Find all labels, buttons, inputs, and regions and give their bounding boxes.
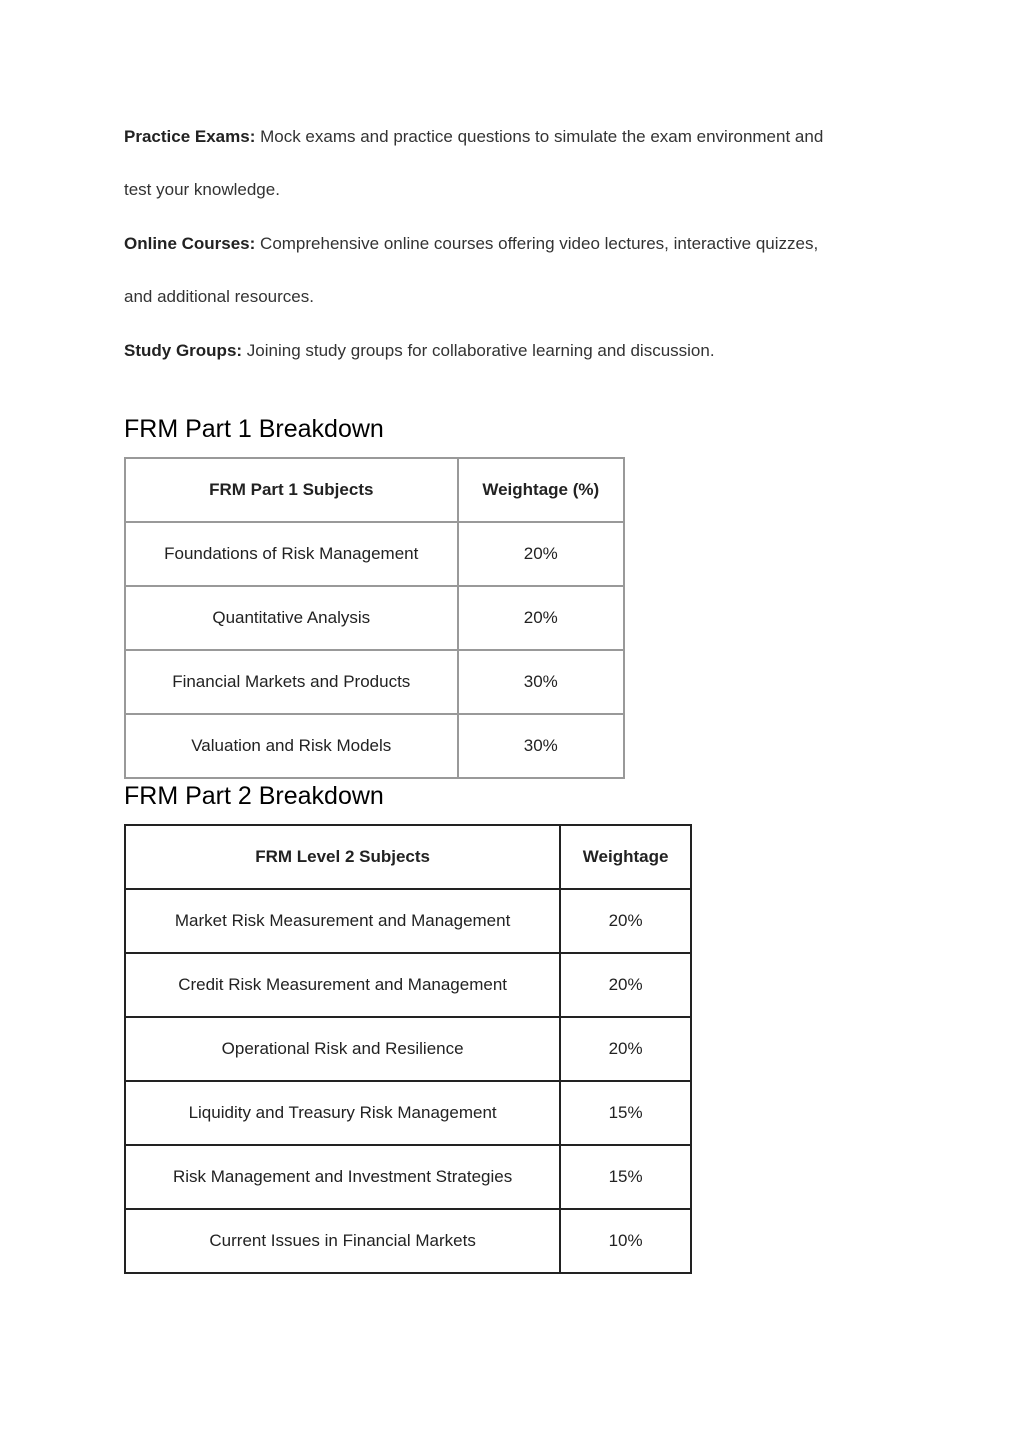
weightage-cell: 30% xyxy=(458,714,625,778)
weightage-cell: 20% xyxy=(458,586,625,650)
paragraph-text: Mock exams and practice questions to simulate the exam environment and xyxy=(255,127,824,146)
table-row xyxy=(125,650,624,714)
paragraph-label: Practice Exams: xyxy=(124,127,256,146)
table-row xyxy=(125,889,691,953)
paragraph-line xyxy=(124,217,904,270)
subject-cell: Market Risk Measurement and Management xyxy=(125,889,560,953)
weightage-cell: 30% xyxy=(458,650,625,714)
paragraph-text: Joining study groups for collaborative learning and discussion. xyxy=(242,341,715,360)
column-header-weightage: Weightage xyxy=(560,825,691,889)
column-header-weightage: Weightage (%) xyxy=(458,458,625,522)
weightage-cell: 20% xyxy=(560,1017,691,1081)
subject-cell: Liquidity and Treasury Risk Management xyxy=(125,1081,560,1145)
table-header-row xyxy=(125,458,624,522)
paragraph-label: Study Groups: xyxy=(124,341,243,360)
table-row xyxy=(125,1081,691,1145)
online-courses-paragraph xyxy=(124,217,904,323)
weightage-cell: 20% xyxy=(458,522,625,586)
weightage-cell: 10% xyxy=(560,1209,691,1273)
subject-cell: Quantitative Analysis xyxy=(125,586,458,650)
part1-table xyxy=(124,457,625,779)
weightage-cell: 20% xyxy=(560,889,691,953)
column-header-subjects: FRM Part 1 Subjects xyxy=(125,458,458,522)
subject-cell: Valuation and Risk Models xyxy=(125,714,458,778)
table-row xyxy=(125,1209,691,1273)
practice-exams-paragraph xyxy=(124,110,904,216)
column-header-subjects: FRM Level 2 Subjects xyxy=(125,825,560,889)
subject-cell: Foundations of Risk Management xyxy=(125,522,458,586)
weightage-cell: 20% xyxy=(560,953,691,1017)
paragraph-line: and additional resources. xyxy=(124,287,314,306)
part2-heading: FRM Part 2 Breakdown xyxy=(124,782,384,810)
subject-cell: Current Issues in Financial Markets xyxy=(125,1209,560,1273)
paragraph-line: test your knowledge. xyxy=(124,180,280,199)
paragraph-label: Online Courses: xyxy=(124,234,256,253)
table-header-row xyxy=(125,825,691,889)
table-row xyxy=(125,714,624,778)
study-groups-paragraph xyxy=(124,324,904,377)
table-row xyxy=(125,953,691,1017)
table-row xyxy=(125,522,624,586)
weightage-cell: 15% xyxy=(560,1145,691,1209)
subject-cell: Credit Risk Measurement and Management xyxy=(125,953,560,1017)
table-row xyxy=(125,1145,691,1209)
weightage-cell: 15% xyxy=(560,1081,691,1145)
part2-table xyxy=(124,824,692,1274)
table-row xyxy=(125,1017,691,1081)
paragraph-line xyxy=(124,324,904,377)
paragraph-text: Comprehensive online courses offering video lectures, interactive quizzes, xyxy=(255,234,819,253)
subject-cell: Risk Management and Investment Strategies xyxy=(125,1145,560,1209)
subject-cell: Operational Risk and Resilience xyxy=(125,1017,560,1081)
table-row xyxy=(125,586,624,650)
paragraph-line xyxy=(124,110,904,163)
subject-cell: Financial Markets and Products xyxy=(125,650,458,714)
part1-heading: FRM Part 1 Breakdown xyxy=(124,415,384,443)
